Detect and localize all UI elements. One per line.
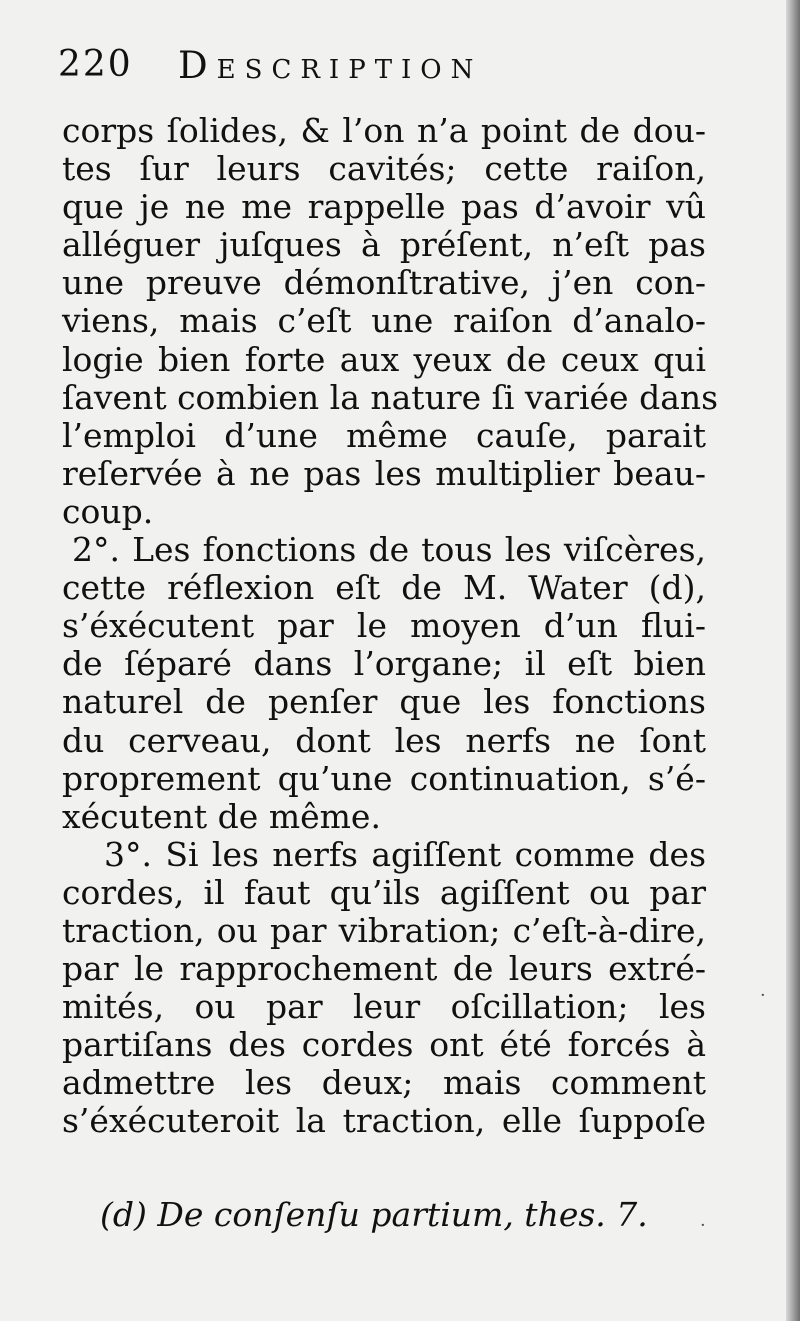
text-line: mités, ou par leur oſcillation; les [62,987,706,1027]
ink-speck: · [700,1215,706,1236]
text-line: corps ſolides, & l’on n’a point de dou- [62,111,706,150]
text-line: alléguer juſques à préſent, n’eſt pas [62,225,706,265]
text-line: viens, mais c’eſt une raiſon d’analo- [62,301,706,341]
text-line: traction, ou par vibration; c’eſt-à-dire, [62,910,706,950]
text-line: reſervée à ne pas les multiplier beau- [62,453,706,493]
text-line: logie bien forte aux yeux de ceux qui [62,339,706,379]
text-line: l’emploi d’une même cauſe, parait [62,415,706,455]
text-line: par le rapprochement de leurs extré- [62,949,706,989]
text-line: xécutent de même. [62,796,381,836]
text-line: que je ne me rappelle pas d’avoir vû [62,187,706,227]
ink-speck: · [760,985,766,1006]
text-line: 2°. Les fonctions de tous les viſcères, [72,530,706,570]
body-text [62,111,719,1141]
text-line: partiſans des cordes ont été forcés à [62,1025,706,1065]
text-line: une preuve démonſtrative, j’en con- [62,263,706,303]
running-head: Description [178,44,483,87]
footnote: (d) De conſenſu partium, thes. 7. [100,1195,648,1234]
page-edge-shadow [786,0,800,1321]
text-line: admettre les deux; mais comment [62,1063,706,1103]
text-line: ſavent combien la nature ſi variée dans [62,377,719,417]
text-line: tes ſur leurs cavités; cette raiſon, [62,149,706,189]
text-line: du cerveau, dont les nerfs ne ſont [62,720,706,760]
text-line: cordes, il faut qu’ils agiſſent ou par [62,872,706,912]
text-line: coup. [62,491,154,531]
text-line: cette réflexion eſt de M. Water (d), [62,568,706,608]
text-line: proprement qu’une continuation, s’é- [62,758,706,798]
text-line: de ſéparé dans l’organe; il eſt bien [62,644,706,684]
page-number: 220 [58,44,133,85]
text-line: s’éxécutent par le moyen d’un flui- [62,606,706,646]
text-line: 3°. Si les nerfs agiſſent comme des [104,834,706,874]
text-line: naturel de penſer que les fonctions [62,682,706,722]
text-line: s’éxécuteroit la traction, elle ſuppoſe [62,1101,706,1141]
